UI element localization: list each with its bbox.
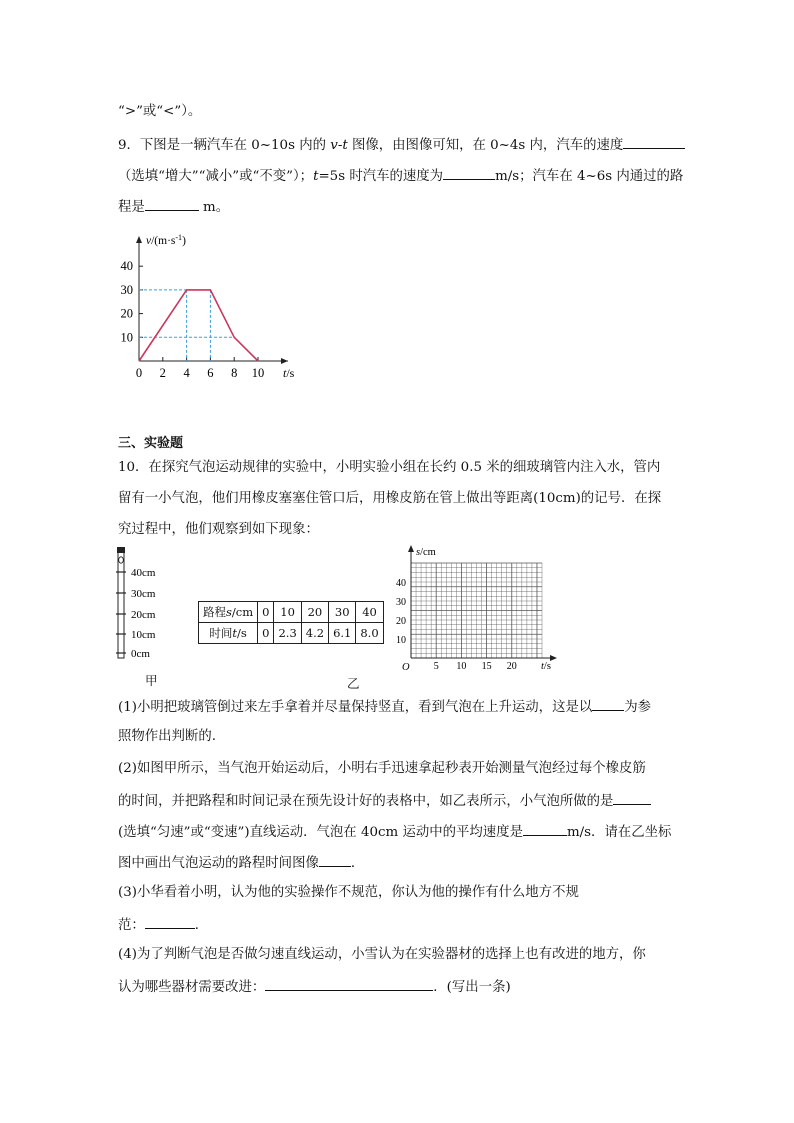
sub2-answer-blank-1[interactable] (613, 791, 651, 805)
grid-y-tick-label: 40 (396, 578, 406, 589)
table-cell: 8.0 (356, 623, 383, 644)
table-cell: 0 (258, 623, 274, 644)
series-line (139, 290, 258, 361)
sub3-line1: (3)小华看着小明，认为他的实验操作不规范，你认为他的操作有什么地方不规 (118, 885, 579, 900)
y-tick-label: 40 (120, 259, 133, 274)
grid-y-tick-label: 30 (396, 597, 406, 608)
grid-x-axis-arrow (550, 655, 557, 661)
q9-line3: 程是 m。 (118, 197, 229, 217)
table-row-label: 路程s/cm (199, 602, 258, 623)
q10-line3: 究过程中，他们观察到如下现象： (118, 522, 319, 537)
x-tick-label: 8 (231, 366, 238, 380)
x-tick-label: 2 (159, 366, 166, 380)
y-tick-label: 20 (120, 306, 133, 321)
y-tick-label: 30 (120, 282, 133, 297)
sub3-line2: 范： ． (118, 915, 208, 935)
sub4-line1: (4)为了判断气泡是否做匀速直线运动，小雪认为在实验器材的选择上也有改进的地方，你 (118, 947, 646, 962)
x-tick-label: 0 (135, 366, 143, 380)
table-cell: 30 (329, 602, 356, 623)
table-cell: 10 (274, 602, 301, 623)
grid-origin-label: O (402, 662, 410, 673)
sub1-line1: (1)小明把玻璃管倒过来左手拿着并尽量保持竖直，看到气泡在上升运动，这是以 为参 (118, 697, 651, 717)
q9-line2: （选填“增大”“减小”或“不变”）；t=5s 时汽车的速度为 m/s；汽车在 4~6s 内通过的路 (118, 166, 683, 186)
x-tick-label: 4 (183, 366, 190, 380)
q9-line1: 9．下图是一辆汽车在 0~10s 内的 v-t 图像，由图像可知，在 0~4s 内，汽车的速度 (118, 135, 685, 155)
sub3-answer-blank[interactable] (145, 915, 195, 929)
sub2-answer-blank-2[interactable] (523, 822, 567, 836)
tube-mark-label: 30cm (131, 588, 156, 600)
data-table (198, 601, 384, 644)
table-cell: 40 (356, 602, 383, 623)
y-axis-label: $v/(m\cdot s^{-1})$ (146, 233, 186, 247)
grid-y-label: s/cm (416, 547, 436, 558)
table-cell: 4.2 (301, 623, 328, 644)
grid-y-tick-label: 10 (396, 635, 406, 646)
glass-tube (118, 552, 124, 658)
sub2-line4: 图中画出气泡运动的路程时间图像 ． (118, 853, 364, 873)
tube-mark-label: 40cm (131, 567, 156, 579)
sub1-line2: 照物作出判断的. (118, 729, 216, 744)
x-axis-arrow (281, 358, 288, 364)
table-cell: 20 (301, 602, 328, 623)
grid-x-tick-label: 10 (456, 661, 467, 672)
y-axis-arrow (136, 236, 142, 243)
section-title: 三、实验题 (118, 436, 184, 451)
rubber-stopper (117, 547, 125, 553)
q8-tail: “>”或“<”）。 (118, 104, 202, 119)
sub4-answer-blank[interactable] (265, 977, 433, 991)
st-grid-group (396, 545, 557, 673)
sub2-line2: 的时间，并把路程和时间记录在预先设计好的表格中，如乙表所示，小气泡所做的是 (118, 791, 651, 811)
tube-mark-label: 20cm (131, 609, 156, 621)
grid-x-label: t/s (541, 661, 551, 672)
grid-x-tick-label: 5 (433, 661, 439, 672)
tube-mark-label: 10cm (131, 629, 156, 641)
table-row-time (199, 623, 384, 644)
x-tick-label: 6 (207, 366, 214, 380)
y-tick-label: 10 (120, 330, 133, 345)
air-bubble (119, 557, 124, 563)
table-cell: 6.1 (329, 623, 356, 644)
table-caption: 乙 (347, 676, 360, 691)
table-row-label: 时间t/s (199, 623, 258, 644)
vt-graph-group (121, 233, 295, 380)
table-cell: 2.3 (274, 623, 301, 644)
tube-mark-label: 0cm (131, 648, 150, 660)
sub2-answer-blank-3[interactable] (319, 853, 351, 867)
grid-x-tick-label: 15 (481, 661, 492, 672)
grid-y-axis-arrow (408, 545, 414, 552)
sub2-line3: (选填“匀速”或“变速”)直线运动．气泡在 40cm 运动中的平均速度是 m/s．请在乙坐标 (118, 822, 671, 842)
table-cell: 0 (258, 602, 274, 623)
q9-answer-blank-1[interactable] (623, 135, 685, 149)
q9-answer-blank-2[interactable] (443, 166, 495, 180)
tube-caption: 甲 (145, 673, 158, 688)
grid-y-tick-label: 20 (396, 616, 406, 627)
sub1-answer-blank[interactable] (592, 697, 624, 711)
q9-answer-blank-3[interactable] (145, 197, 199, 211)
glass-tube-figure (116, 547, 156, 660)
x-tick-label: 10 (251, 366, 265, 380)
q10-line1: 10．在探究气泡运动规律的实验中，小明实验小组在长约 0.5 米的细玻璃管内注入水，管内 (118, 460, 661, 475)
x-axis-label: t/s (283, 366, 295, 380)
sub2-line1: (2)如图甲所示，当气泡开始运动后，小明右手迅速拿起秒表开始测量气泡经过每个橡皮筋 (118, 761, 646, 776)
table-row-distance (199, 602, 384, 623)
q10-line2: 留有一小气泡，他们用橡皮塞塞住管口后，用橡皮筋在管上做出等距离(10cm)的记号．在探 (118, 491, 662, 506)
sub4-line2: 认为哪些器材需要改进： ．(写出一条) (118, 977, 511, 997)
grid-x-tick-label: 20 (506, 661, 517, 672)
